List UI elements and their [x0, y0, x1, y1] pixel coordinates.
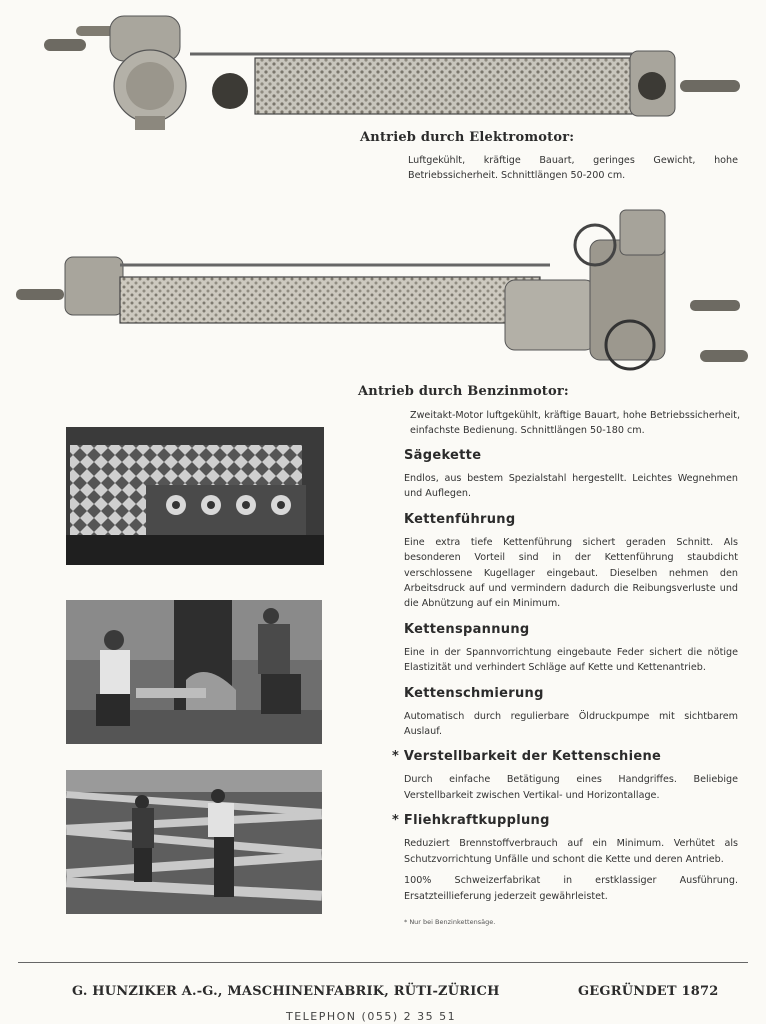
- section-text: Reduziert Brennstoffverbrauch auf ein Minimum. Verhütet als Schutzvorrichtung Unfälle und schont die Kette und deren Antrieb.: [404, 838, 738, 865]
- section-text: Durch einfache Betätigung eines Handgriffes. Beliebige Verstellbarkeit zwischen Vertikal- und Horizontallage.: [404, 774, 738, 801]
- swiss-made-note: 100% Schweizerfabrikat in erstklassiger Ausführung. Ersatzteillieferung jederzeit gewährleistet.: [404, 875, 738, 902]
- section-verstellbarkeit: [392, 749, 738, 803]
- footer-divider: [18, 962, 748, 963]
- section-title: * Verstellbarkeit der Kettenschiene: [392, 749, 662, 765]
- footer-founded: GEGRÜNDET 1872: [578, 984, 719, 999]
- section-kettenspannung: [404, 622, 738, 676]
- saw1-heading: Antrieb durch Elektromotor:: [360, 130, 575, 145]
- section-title: * Fliehkraftkupplung: [392, 813, 550, 829]
- section-title: Kettenspannung: [404, 621, 530, 637]
- saw1-description: Luftgekühlt, kräftige Bauart, geringes Gewicht, hohe Betriebssicherheit. Schnittlängen 50-200 cm.: [408, 155, 738, 182]
- saw2-heading: Antrieb durch Benzinmotor:: [358, 384, 569, 399]
- electric-chainsaw-illustration: [40, 6, 750, 136]
- feature-sections: [392, 448, 738, 926]
- tree-felling-photo: [66, 600, 322, 744]
- section-text: Eine extra tiefe Kettenführung sichert geraden Schnitt. Als besonderen Vorteil sind in der Kettenführung staubdicht verschlossene Kugellager eingebaut. Dieselben nehmen den Arbeitsdruck auf und vermindern dadurch die Reibungsverluste und die Abnützung auf ein Minimum.: [404, 536, 738, 610]
- section-kettenfuehrung: [404, 512, 738, 612]
- section-text: Endlos, aus bestem Spezialstahl hergestellt. Leichtes Wegnehmen und Auflegen.: [404, 473, 738, 500]
- saw-chain-photo: [66, 427, 324, 565]
- footer-company: G. HUNZIKER A.-G., MASCHINENFABRIK, RÜTI-ZÜRICH: [72, 984, 500, 999]
- section-text: Eine in der Spannvorrichtung eingebaute Feder sichert die nötige Elastizität und verhindert Schläge auf Kette und Kettenantrieb.: [404, 646, 738, 674]
- section-title: Kettenschmierung: [404, 685, 544, 701]
- section-title: Sägekette: [404, 448, 482, 463]
- footnote: * Nur bei Benzinkettensäge.: [404, 917, 496, 926]
- section-fliehkraftkupplung: [392, 813, 738, 867]
- section-title: Kettenführung: [404, 511, 516, 527]
- saw2-description: Zweitakt-Motor luftgekühlt, kräftige Bauart, hohe Betriebssicherheit, einfachste Bedienung. Schnittlängen 50-180 cm.: [410, 410, 740, 437]
- section-kettenschmierung: [404, 686, 738, 740]
- section-text: Automatisch durch regulierbare Öldruckpumpe mit sichtbarem Auslauf.: [404, 710, 738, 738]
- section-saegekette: [404, 448, 738, 502]
- footer-telephone: TELEPHON (055) 2 35 51: [286, 1010, 457, 1023]
- petrol-chainsaw-illustration: [10, 205, 755, 390]
- log-yard-photo: [66, 770, 322, 914]
